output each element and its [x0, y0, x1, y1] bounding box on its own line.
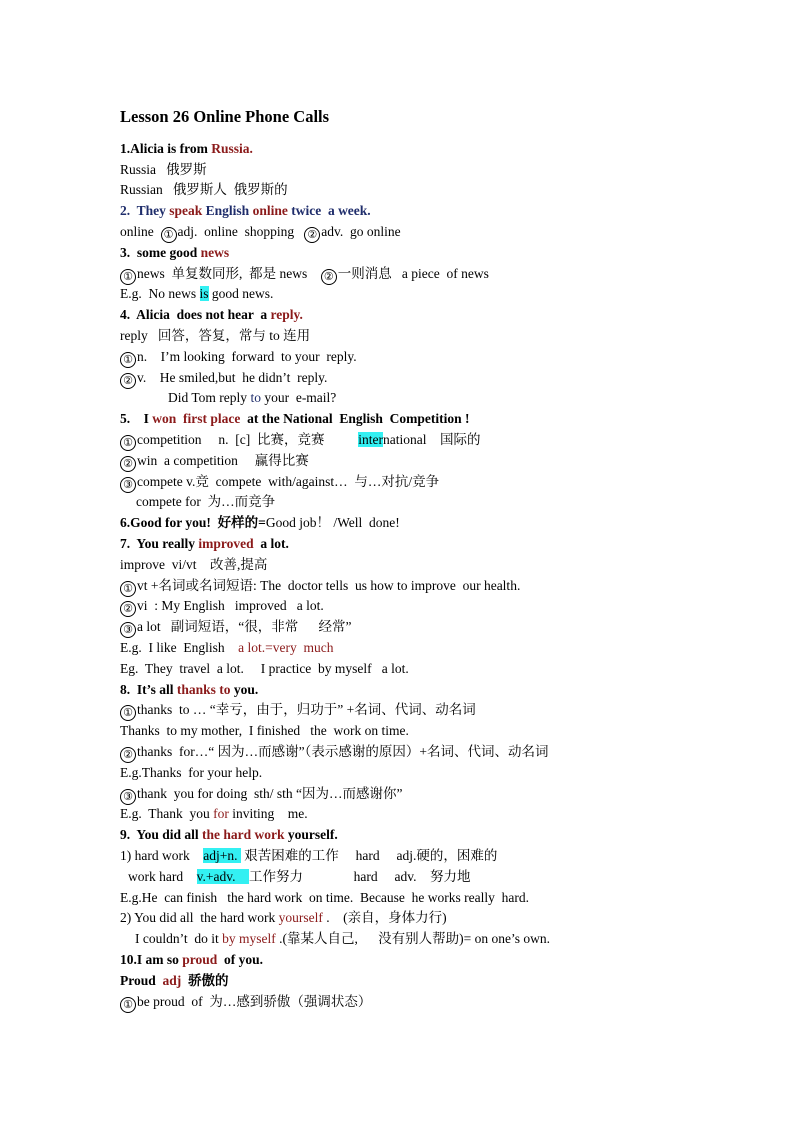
highlight-is: is [199, 286, 209, 301]
line-russian: Russian 俄罗斯人 俄罗斯的 [120, 182, 288, 197]
circled-number-1: ① [120, 352, 136, 368]
highlight-adj-n: adj+n. [203, 848, 241, 863]
circled-number-1: ① [120, 435, 136, 451]
point-4-heading: 4. Alicia does not hear a reply. [120, 307, 303, 322]
line-improve-5: Eg. They travel a lot. I practice by myself a lot. [120, 661, 409, 676]
circled-number-1: ① [120, 997, 136, 1013]
line-hardwork-1: 1) hard work adj+n. 艰苦困难的工作 hard adj.硬的，困难的 [120, 848, 498, 863]
line-thanks-5: ③ thank you for doing sth/ sth “因为…而感谢你” [120, 785, 402, 805]
circled-number-2: ② [120, 601, 136, 617]
line-competition-1: ① competition n. [c] 比赛，竞赛 international 国际的 [120, 431, 480, 451]
circled-number-2: ② [120, 373, 136, 389]
line-reply-question: Did Tom reply to your e-mail? [168, 390, 337, 405]
lesson-title: Lesson 26 Online Phone Calls [120, 107, 330, 126]
circled-number-3: ③ [120, 622, 136, 638]
circled-number-2: ② [321, 269, 337, 285]
circled-number-1: ① [120, 581, 136, 597]
line-reply-noun: ① n. I’m looking forward to your reply. [120, 348, 357, 368]
line-hardwork-4: 2) You did all the hard work yourself . (亲自，身体力行) [120, 910, 447, 925]
line-news-2: E.g. No news is good news. [120, 286, 274, 301]
line-competition-3: ③ compete v.竞 compete with/against… 与…对抗/竞争 [120, 473, 439, 493]
circled-number-1: ① [120, 269, 136, 285]
line-online: online ① adj. online shopping ② adv. go online [120, 224, 401, 241]
point-2-heading: 2. They speak English online twice a week. [120, 203, 371, 218]
line-competition-2: ② win a competition 赢得比赛 [120, 452, 309, 472]
point-6-heading: 6.Good for you! 好样的=Good job！ /Well done! [120, 515, 400, 530]
line-proud-2: ① be proud of 为…感到骄傲（强调状态） [120, 993, 371, 1013]
circled-number-1: ① [161, 227, 177, 243]
point-9-heading: 9. You did all the hard work yourself. [120, 827, 338, 842]
line-competition-4: compete for 为…而竞争 [136, 494, 276, 509]
line-thanks-3: ② thanks for…“ 因为…而感谢”（表示感谢的原因）+名词、代词、动名词 [120, 743, 548, 763]
line-hardwork-2: work hard v.+adv. 工作努力 hard adv. 努力地 [128, 869, 471, 884]
point-5-heading: 5. I won first place at the National English Competition ! [120, 411, 470, 426]
line-thanks-4: E.g.Thanks for your help. [120, 765, 263, 780]
circled-number-2: ② [120, 747, 136, 763]
circled-number-3: ③ [120, 789, 136, 805]
circled-number-2: ② [120, 456, 136, 472]
line-thanks-6: E.g. Thank you for inviting me. [120, 806, 308, 821]
line-improve-3: ③ a lot 副词短语，“很，非常 经常” [120, 618, 351, 638]
line-news-1: ① news 单复数同形, 都是 news ② 一则消息 a piece of news [120, 265, 489, 285]
circled-number-1: ① [120, 705, 136, 721]
line-proud-1: Proud adj 骄傲的 [120, 973, 229, 988]
circled-number-3: ③ [120, 477, 136, 493]
line-hardwork-5: I couldn’t do it by myself .(靠某人自己, 没有别人帮助)= on one’s own. [135, 931, 550, 946]
line-improve-4: E.g. I like English a lot.=very much [120, 640, 334, 655]
line-improve-1: ① vt +名词或名词短语: The doctor tells us how to improve our health. [120, 577, 520, 597]
point-10-heading: 10.I am so proud of you. [120, 952, 264, 967]
highlight-inter: inter [358, 432, 383, 447]
highlight-v-adv: v.+adv. [196, 869, 249, 884]
line-reply-verb: ② v. He smiled,but he didn’t reply. [120, 369, 327, 389]
line-thanks-1: ① thanks to … “幸亏，由于，归功于” +名词、代词、动名词 [120, 701, 476, 721]
line-russia: Russia 俄罗斯 [120, 162, 207, 177]
line-hardwork-3: E.g.He can finish the hard work on time. Because he works really hard. [120, 890, 530, 905]
line-thanks-2: Thanks to my mother, I finished the work on time. [120, 723, 409, 738]
point-1-heading: 1.Alicia is from Russia. [120, 141, 253, 156]
point-7-heading: 7. You really improved a lot. [120, 536, 289, 551]
point-3-heading: 3. some good news [120, 245, 230, 260]
line-improve-2: ② vi : My English improved a lot. [120, 597, 324, 617]
point-8-heading: 8. It’s all thanks to you. [120, 682, 259, 697]
circled-number-2: ② [304, 227, 320, 243]
line-improve: improve vi/vt 改善,提高 [120, 557, 268, 572]
line-reply: reply 回答，答复，常与 to 连用 [120, 328, 311, 343]
